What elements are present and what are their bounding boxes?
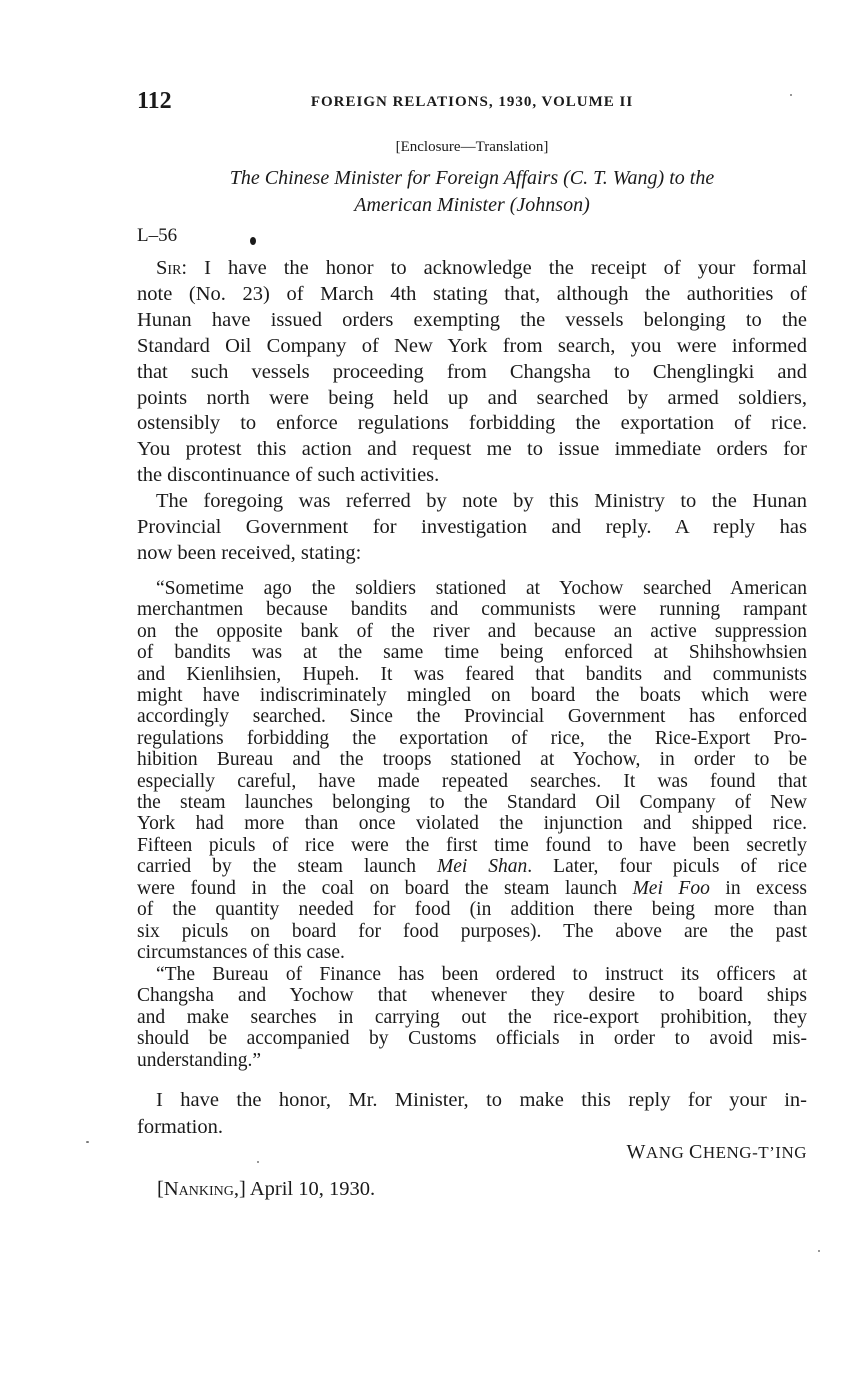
ink-mark xyxy=(250,237,256,245)
text-line: I have the honor, Mr. Minister, to make this reply for your in- xyxy=(156,1089,807,1111)
closing-paragraph xyxy=(137,1087,807,1141)
text-line: Standard Oil Company of New York from search, you were informed xyxy=(137,334,807,357)
quote-line: especially careful, have made repeated searches. It was found that xyxy=(137,770,807,792)
dateline: [Nanking,] April 10, 1930. xyxy=(157,1178,376,1200)
text-line: Provincial Government for investigation and reply. A reply has xyxy=(137,515,807,538)
paragraph-2 xyxy=(137,489,807,567)
text-line: ostensibly to enforce regulations forbidding the exportation of rice. xyxy=(137,412,807,435)
quote-line: understanding.” xyxy=(137,1049,262,1071)
text-line: You protest this action and request me to issue immediate orders for xyxy=(137,438,807,461)
quote-line: carried by the steam launch Mei Shan. Later, four piculs of rice xyxy=(137,856,807,878)
quote-line: on the opposite bank of the river and because an active suppression xyxy=(137,620,807,642)
paper-speck xyxy=(86,1141,89,1143)
quote-line: York had more than once violated the injunction and shipped rice. xyxy=(137,813,807,835)
quote-line: and Kienlihsien, Hupeh. It was feared that bandits and communists xyxy=(137,663,807,685)
quote-line: might have indiscriminately mingled on board the boats which were xyxy=(137,685,807,707)
quote-line: six piculs on board for food purposes). The above are the past xyxy=(137,920,807,942)
text-line: Hunan have issued orders exempting the vessels belonging to the xyxy=(137,308,807,331)
quote-line: were found in the coal on board the steam launch Mei Foo in excess xyxy=(137,877,808,899)
page-header xyxy=(137,88,807,118)
quote-line: of the quantity needed for food (in addition there being more than xyxy=(137,899,807,921)
paper-speck xyxy=(790,94,792,96)
text-line: that such vessels proceeding from Changsha to Chenglingki and xyxy=(137,360,807,383)
quote-line: merchantmen because bandits and communists were running rampant xyxy=(137,599,807,621)
document-title xyxy=(137,165,807,219)
text-line: now been received, stating: xyxy=(137,541,362,564)
place-name: Nanking xyxy=(163,1178,234,1200)
signature: WANG CHENG-T’ING xyxy=(626,1141,807,1163)
quote-line: “Sometime ago the soldiers stationed at Yochow searched American xyxy=(156,578,807,599)
text-line: formation. xyxy=(137,1116,223,1138)
quote-line: Changsha and Yochow that whenever they desire to board ships xyxy=(137,985,807,1007)
text-line: note (No. 23) of March 4th stating that, although the authorities of xyxy=(137,282,807,305)
running-head: FOREIGN RELATIONS, 1930, VOLUME II xyxy=(310,94,634,110)
vessel-name-mei-foo: Mei Foo xyxy=(632,877,710,899)
quote-line: Fifteen piculs of rice were the first time found to have been secretly xyxy=(137,834,807,856)
text-line: points north were being held up and searched by armed soldiers, xyxy=(137,386,807,409)
date: April 10, 1930. xyxy=(249,1178,376,1200)
quote-line: and make searches in carrying out the rice-export prohibition, they xyxy=(137,1006,807,1028)
quote-line: circumstances of this case. xyxy=(137,941,345,963)
enclosure-label: [Enclosure—Translation] xyxy=(395,139,549,155)
quote-line: regulations forbidding the exportation of rice, the Rice-Export Pro- xyxy=(137,727,807,749)
text-line: Sir: I have the honor to acknowledge the receipt of your formal xyxy=(156,257,807,279)
paper-speck xyxy=(257,1161,259,1163)
quoted-reply-1 xyxy=(137,578,807,963)
text-line: The foregoing was referred by note by this Ministry to the Hunan xyxy=(156,490,807,512)
quote-line: of bandits was at the same time being enforced at Shihshowhsien xyxy=(137,642,807,664)
quote-line: hibition Bureau and the troops stationed at Yochow, in order to be xyxy=(137,749,807,771)
paper-speck xyxy=(818,1250,820,1252)
salutation: Sir xyxy=(156,257,182,279)
title-line-1: The Chinese Minister for Foreign Affairs (C. T. Wang) to the xyxy=(229,167,715,189)
quote-line: the steam launches belonging to the Standard Oil Company of New xyxy=(137,792,807,814)
quote-line: accordingly searched. Since the Provincial Government has enforced xyxy=(137,706,807,728)
page-number: 112 xyxy=(137,88,172,114)
text-line: the discontinuance of such activities. xyxy=(137,464,440,487)
quoted-reply-2 xyxy=(137,964,807,1071)
vessel-name-mei-shan: Mei Shan xyxy=(436,856,528,878)
reference-number: L–56 xyxy=(137,225,178,246)
paragraph-1 xyxy=(137,256,807,489)
quote-line: should be accompanied by Customs officials in order to avoid mis- xyxy=(137,1028,807,1050)
quote-line: “The Bureau of Finance has been ordered to instruct its officers at xyxy=(156,964,807,985)
title-line-2: American Minister (Johnson) xyxy=(354,194,590,216)
